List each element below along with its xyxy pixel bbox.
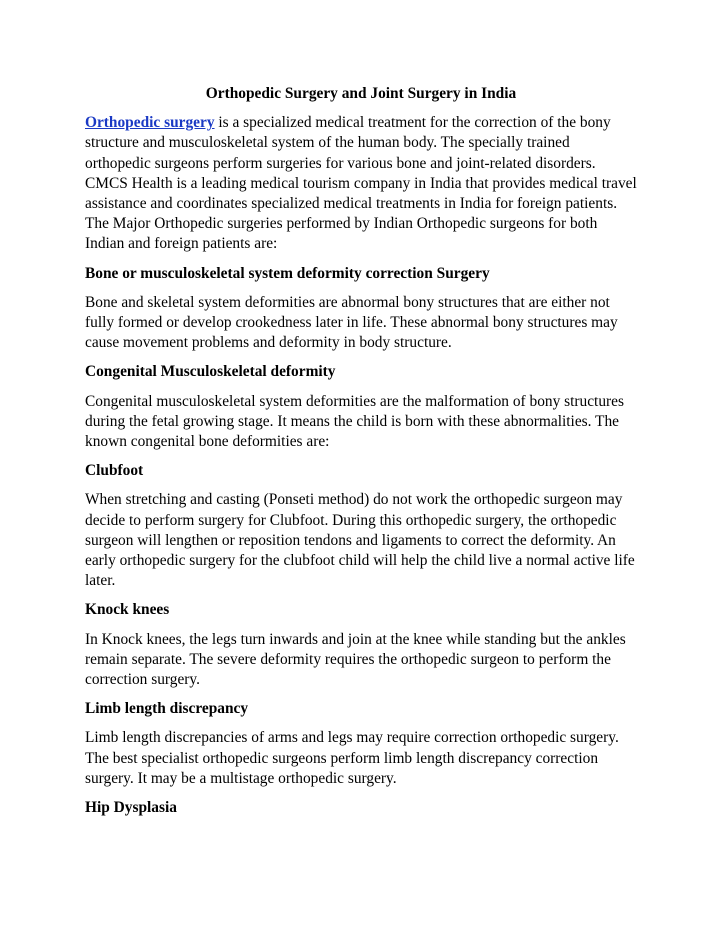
section-body-clubfoot: When stretching and casting (Ponseti method) do not work the orthopedic surgeon may decide to perform surgery for Clubfoot. During this orthopedic surgery, the orthopedic surgeon will lengthen or reposition tendons and ligaments to correct the deformity. An early orthopedic surgery for the clubfoot child will help the child live a normal active life later. [85, 491, 635, 590]
section-heading-hip-dysplasia: Hip Dysplasia [85, 799, 177, 817]
section-body-knock-knees: In Knock knees, the legs turn inwards and join at the knee while standing but the ankles remain separate. The severe deformity requires the orthopedic surgeon to perform the correction surgery. [85, 630, 626, 689]
section-body-congenital-deformity: Congenital musculoskeletal system deformities are the malformation of bony structures during the fetal growing stage. It means the child is born with these abnormalities. The known congenital bone deformities are: [85, 392, 624, 451]
section-body-limb-length: Limb length discrepancies of arms and legs may require correction orthopedic surgery. The best specialist orthopedic surgeons perform limb length discrepancy correction surgery. It may be a multistage orthopedic surgery. [85, 729, 619, 787]
document-content [85, 84, 637, 827]
document-title: Orthopedic Surgery and Joint Surgery in India [205, 85, 517, 102]
section-heading-deformity-correction: Bone or musculoskeletal system deformity correction Surgery [85, 264, 490, 282]
intro-paragraph [85, 113, 637, 254]
intro-text: is a specialized medical treatment for the correction of the bony structure and musculoskeletal system of the human body. The specially trained orthopedic surgeons perform surgeries for various bone and joint-related disorders. CMCS Health is a leading medical tourism company in India that provides medical travel assistance and coordinates specialized medical treatments in India for foreign patients. The Major Orthopedic surgeries performed by Indian Orthopedic surgeons for both Indian and foreign patients are: [85, 114, 637, 253]
orthopedic-surgery-link[interactable]: Orthopedic surgery [85, 114, 215, 132]
section-heading-knock-knees: Knock knees [85, 601, 170, 619]
section-body-deformity-correction: Bone and skeletal system deformities are abnormal bony structures that are either not fully formed or develop crookedness later in life. These abnormal bony structures may cause movement problems and deformity in body structure. [85, 293, 618, 352]
section-heading-clubfoot: Clubfoot [85, 462, 144, 480]
section-heading-limb-length: Limb length discrepancy [85, 700, 249, 718]
section-heading-congenital-deformity: Congenital Musculoskeletal deformity [85, 363, 336, 381]
